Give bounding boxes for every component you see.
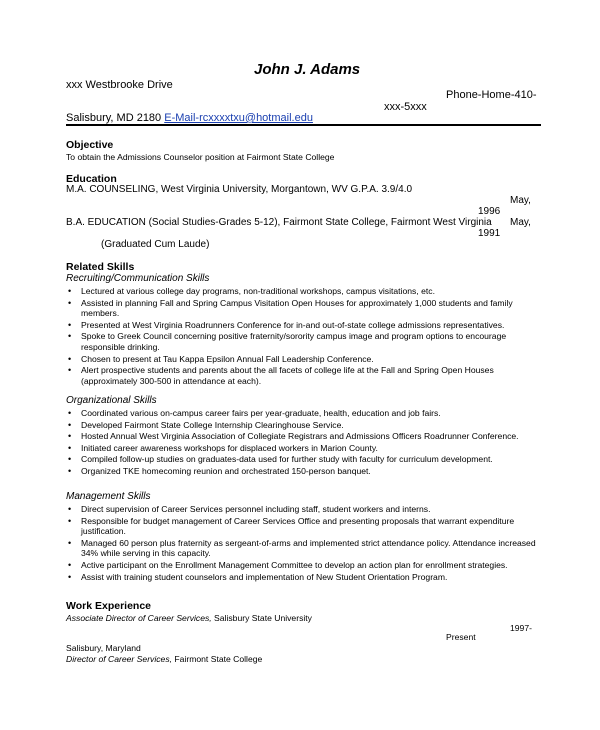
recruiting-skills-title: Recruiting/Communication Skills: [66, 273, 210, 284]
address-city-line: [66, 112, 313, 124]
list-item: • Alert prospective students and parents about the all facets of college life at the Fall and Spring Open Houses (approximately 300-500 in attendance at each).: [66, 365, 538, 386]
job1-dates-start: 1997-: [510, 623, 532, 633]
job2-employer: Fairmont State College: [172, 654, 263, 664]
recruiting-skills-list: [66, 286, 538, 387]
education-ba-honors: (Graduated Cum Laude): [101, 239, 210, 250]
objective-heading: Objective: [66, 139, 114, 151]
job2-title: Director of Career Services,: [66, 654, 173, 664]
management-skills-list: [66, 504, 538, 583]
list-item: • Organized TKE homecoming reunion and orchestrated 150-person banquet.: [66, 466, 538, 477]
resume-name: John J. Adams: [254, 61, 361, 78]
email-link[interactable]: E-Mail-rcxxxxtxu@hotmail.edu: [164, 112, 313, 124]
education-ba-year: 1991: [478, 228, 501, 239]
list-item: • Managed 60 person plus fraternity as sergeant-of-arms and implemented strict attendance policy. Attendance increased 34% while serving in this capacity.: [66, 538, 538, 559]
address-city: Salisbury, MD 2180: [66, 112, 162, 124]
list-item: • Direct supervision of Career Services personnel including staff, student workers and interns.: [66, 504, 538, 515]
education-ma: M.A. COUNSELING, West Virginia University, Morgantown, WV G.P.A. 3.9/4.0: [66, 184, 413, 195]
education-heading: Education: [66, 173, 117, 185]
work-experience-heading: Work Experience: [66, 600, 152, 612]
list-item: • Responsible for budget management of Career Services Office and presenting proposals that warrant expenditure justification.: [66, 516, 538, 537]
objective-text: To obtain the Admissions Counselor position at Fairmont State College: [66, 152, 335, 162]
job1-employer: Salisbury State University: [211, 613, 312, 623]
job1-line: [66, 613, 312, 623]
list-item: • Spoke to Greek Council concerning positive fraternity/sorority campus image and program options to encourage responsible drinking.: [66, 331, 538, 352]
list-item: • Active participant on the Enrollment Management Committee to develop an action plan for enrollment strategies.: [66, 560, 538, 571]
header-divider: [66, 124, 541, 126]
job1-title: Associate Director of Career Services,: [66, 613, 212, 623]
address-street: xxx Westbrooke Drive: [66, 79, 173, 91]
list-item: • Hosted Annual West Virginia Association of Collegiate Registrars and Admissions Officers Roadrunner Conference.: [66, 431, 538, 442]
list-item: • Initiated career awareness workshops for displaced workers in Marion County.: [66, 443, 538, 454]
list-item: • Assist with training student counselors and implementation of New Student Orientation Program.: [66, 572, 538, 583]
list-item: • Coordinated various on-campus career fairs per year-graduate, health, education and job fairs.: [66, 408, 538, 419]
job2-line: [66, 654, 262, 664]
list-item: • Assisted in planning Fall and Spring Campus Visitation Open Houses for approximately 1,000 students and family members.: [66, 298, 538, 319]
education-ba-month: May,: [510, 217, 531, 228]
job1-dates-end: Present: [446, 632, 476, 642]
list-item: • Presented at West Virginia Roadrunners Conference for in-and out-of-state college admissions representatives.: [66, 320, 538, 331]
education-ma-month: May,: [510, 195, 531, 206]
organizational-skills-list: [66, 408, 538, 478]
phone-number: xxx-5xxx: [384, 101, 427, 113]
organizational-skills-title: Organizational Skills: [66, 395, 157, 406]
education-ma-year: 1996: [478, 206, 501, 217]
management-skills-title: Management Skills: [66, 491, 151, 502]
related-skills-heading: Related Skills: [66, 261, 135, 273]
education-ba: B.A. EDUCATION (Social Studies-Grades 5-12), Fairmont State College, Fairmont West Virginia: [66, 217, 492, 228]
phone-label: Phone-Home-410-: [446, 89, 537, 101]
list-item: • Lectured at various college day programs, non-traditional workshops, campus visitations, etc.: [66, 286, 538, 297]
list-item: • Compiled follow-up studies on graduates-data used for further study with faculty for curriculum development.: [66, 454, 538, 465]
list-item: • Chosen to present at Tau Kappa Epsilon Annual Fall Leadership Conference.: [66, 354, 538, 365]
list-item: • Developed Fairmont State College Internship Clearinghouse Service.: [66, 420, 538, 431]
job2-location: Salisbury, Maryland: [66, 643, 141, 653]
